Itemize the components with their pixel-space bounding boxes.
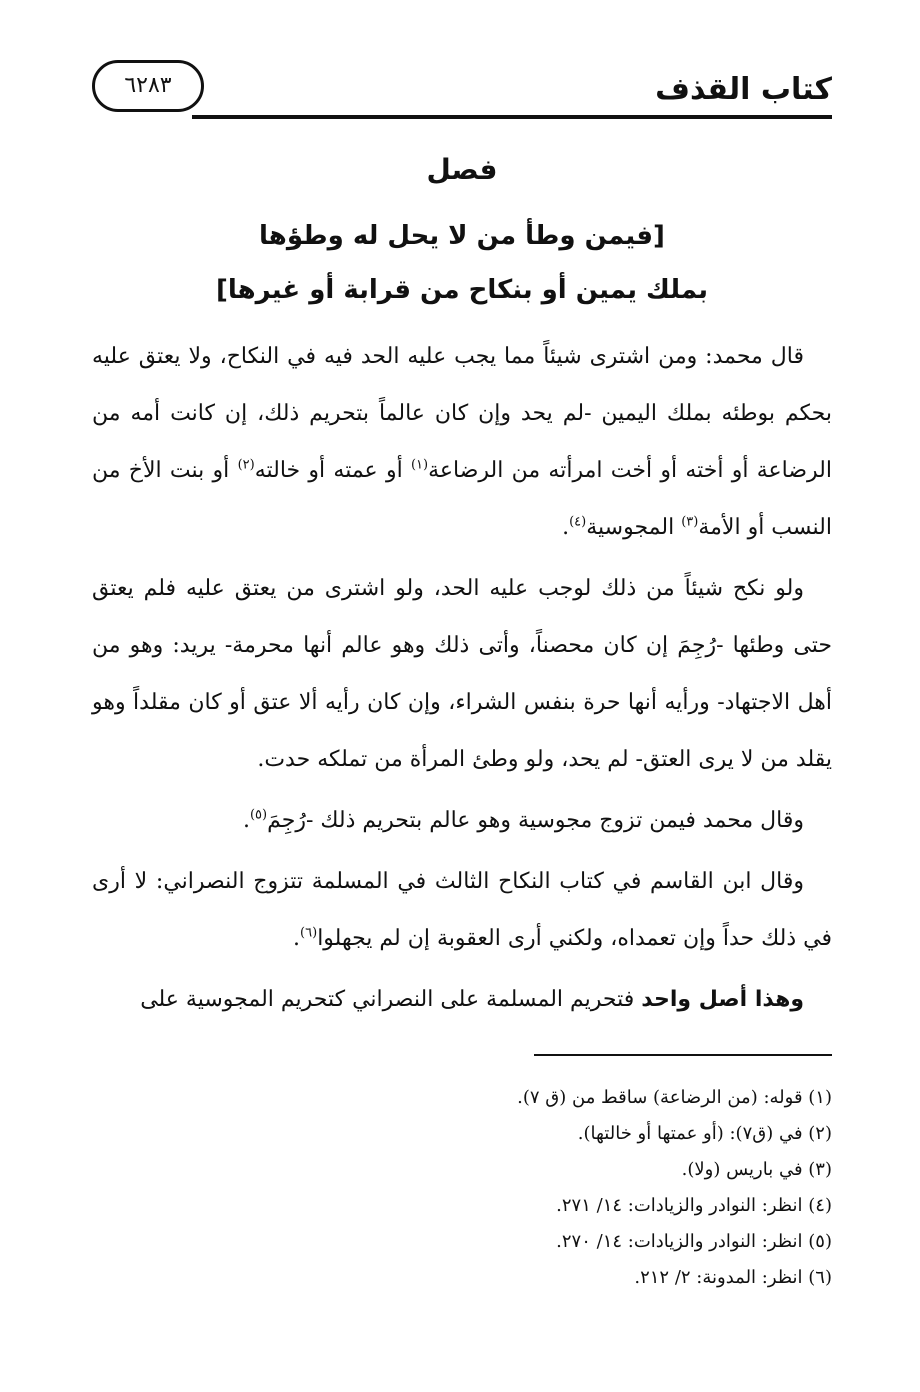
footnote-ref[interactable]: (١)	[410, 457, 429, 473]
footnote-item: (٥) انظر: النوادر والزيادات: ١٤/ ٢٧٠.	[556, 1231, 832, 1252]
paragraph	[92, 792, 832, 849]
footnotes-list	[132, 1080, 832, 1296]
book-title: كتاب القذف	[655, 72, 832, 107]
paragraph	[92, 971, 832, 1028]
bold-lead-text: وهذا أصل واحد	[641, 987, 804, 1012]
header-rule	[192, 115, 832, 119]
footnote-ref[interactable]: (٢)	[237, 457, 255, 473]
chapter-title-line-2: بملك يمين أو بنكاح من قرابة أو غيرها]	[215, 275, 709, 305]
paragraph-text: قال محمد: ومن اشترى شيئاً مما يجب عليه الحد فيه في النكاح، ولا يعتق عليه بحكم بوطئه بملك اليمين -لم يحد وإن كان عالماً بتحريم ذلك، إن كانت أمه من الرضاعة أو أخته أو أخت امرأته من الرضاعة	[92, 344, 832, 483]
chapter-title-line-1: [فيمن وطأ من لا يحل له وطؤها	[259, 221, 665, 251]
paragraph-text: وقال محمد فيمن تزوج مجوسية وهو عالم بتحريم ذلك -رُجِمَ	[267, 808, 804, 833]
paragraph-text: أو بنت الأخ من النسب أو الأمة	[92, 458, 832, 540]
footnote-ref[interactable]: (٤)	[569, 514, 587, 530]
paragraph-text: أو عمته أو خالته	[254, 458, 411, 483]
paragraph-text: المجوسية	[586, 515, 682, 540]
footnote-divider	[534, 1054, 832, 1056]
paragraph-text: ولو نكح شيئاً من ذلك لوجب عليه الحد، ولو اشترى من يعتق عليه فلم يعتق حتى وطئها -رُجِمَ إن كان محصناً، وأتى ذلك وهو عالم أنها محرمة- يريد: وهو من أهل الاجتهاد- ورأيه أنها حرة بنفس الشراء، وإن كان رأيه ألا عتق أو كان مقلداً وهو يقلد من لا يرى العتق- لم يحد، ولو وطئ المرأة من تملكه حدت.	[92, 576, 832, 772]
footnote-item: (١) قوله: (من الرضاعة) ساقط من (ق ٧).	[517, 1087, 832, 1108]
body-text	[92, 328, 832, 1032]
paragraph-text: .	[242, 808, 250, 833]
paragraph-text: وقال ابن القاسم في كتاب النكاح الثالث في المسلمة تتزوج النصراني: لا أرى في ذلك حداً وإن تعمداه، ولكني أرى العقوبة إن لم يجهلوا	[92, 869, 832, 951]
paragraph-text: .	[293, 926, 301, 951]
footnote-ref[interactable]: (٥)	[249, 807, 268, 823]
paragraph	[92, 328, 832, 556]
footnote-item: (٣) في باريس (ولا).	[681, 1159, 832, 1180]
section-label: فصل	[426, 153, 498, 186]
footnote-ref[interactable]: (٣)	[681, 514, 699, 530]
paragraph	[92, 853, 832, 967]
paragraph	[92, 560, 832, 788]
footnote-item: (٦) انظر: المدونة: ٢/ ٢١٢.	[634, 1267, 832, 1288]
page-number: ٦٢٨٣	[92, 60, 204, 112]
footnote-item: (٤) انظر: النوادر والزيادات: ١٤/ ٢٧١.	[556, 1195, 832, 1216]
footnote-item: (٢) في (ق٧): (أو عمتها أو خالتها).	[577, 1123, 832, 1144]
page-header	[92, 60, 832, 122]
paragraph-text: فتحريم المسلمة على النصراني كتحريم المجوسية على	[140, 987, 642, 1012]
paragraph-text: .	[562, 515, 570, 540]
footnote-ref[interactable]: (٦)	[300, 925, 318, 941]
